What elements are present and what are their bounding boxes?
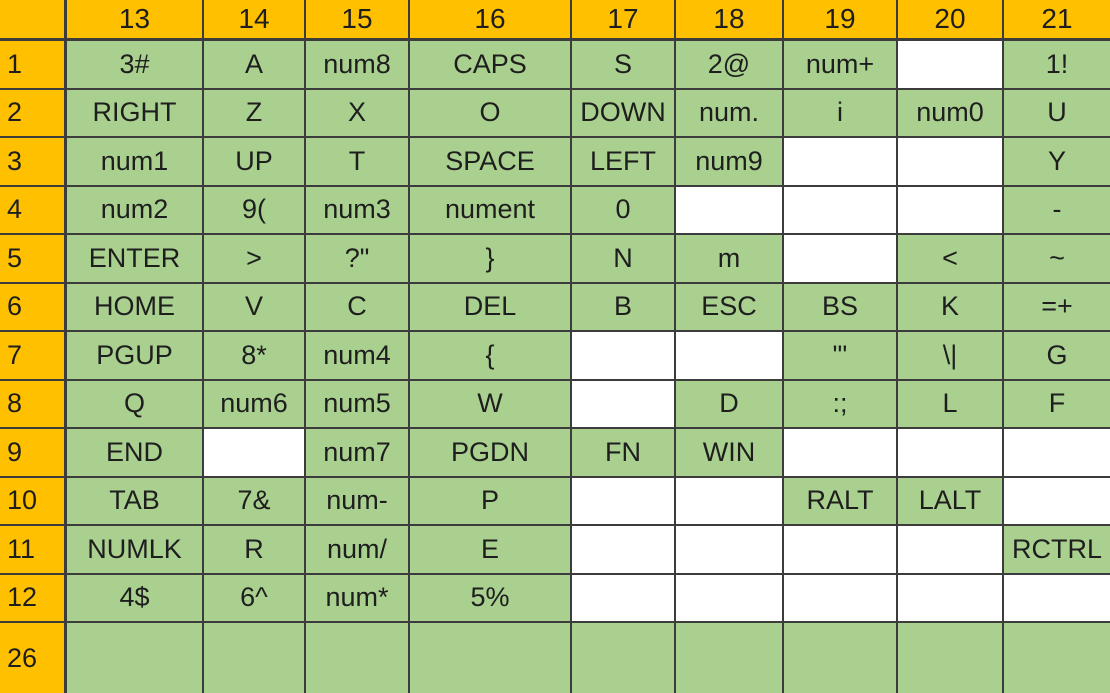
cell-r10-c14[interactable]: 7& bbox=[204, 478, 306, 527]
cell-r6-c16[interactable]: DEL bbox=[410, 284, 572, 333]
cell-r5-c13[interactable]: ENTER bbox=[67, 235, 204, 284]
cell-r10-c15[interactable]: num- bbox=[306, 478, 410, 527]
row-header-6[interactable]: 6 bbox=[0, 284, 67, 333]
cell-r12-c20[interactable] bbox=[898, 575, 1004, 624]
cell-r4-c19[interactable] bbox=[784, 187, 898, 236]
row-header-11[interactable]: 11 bbox=[0, 526, 67, 575]
cell-r10-c19[interactable]: RALT bbox=[784, 478, 898, 527]
cell-r5-c14[interactable]: > bbox=[204, 235, 306, 284]
cell-r5-c20[interactable]: < bbox=[898, 235, 1004, 284]
cell-r2-c19[interactable]: i bbox=[784, 90, 898, 139]
cell-r8-c21[interactable]: F bbox=[1004, 381, 1110, 430]
row-header-1[interactable]: 1 bbox=[0, 41, 67, 90]
col-header-13[interactable]: 13 bbox=[67, 0, 204, 41]
cell-r9-c14[interactable] bbox=[204, 429, 306, 478]
cell-r2-c15[interactable]: X bbox=[306, 90, 410, 139]
cell-r26-c15[interactable] bbox=[306, 623, 410, 693]
cell-r11-c18[interactable] bbox=[676, 526, 784, 575]
cell-r3-c13[interactable]: num1 bbox=[67, 138, 204, 187]
cell-r9-c18[interactable]: WIN bbox=[676, 429, 784, 478]
row-header-8[interactable]: 8 bbox=[0, 381, 67, 430]
cell-r9-c20[interactable] bbox=[898, 429, 1004, 478]
cell-r9-c17[interactable]: FN bbox=[572, 429, 676, 478]
cell-r11-c20[interactable] bbox=[898, 526, 1004, 575]
cell-r9-c21[interactable] bbox=[1004, 429, 1110, 478]
cell-r8-c15[interactable]: num5 bbox=[306, 381, 410, 430]
col-header-18[interactable]: 18 bbox=[676, 0, 784, 41]
cell-r26-c20[interactable] bbox=[898, 623, 1004, 693]
cell-r6-c14[interactable]: V bbox=[204, 284, 306, 333]
cell-r5-c18[interactable]: m bbox=[676, 235, 784, 284]
cell-r3-c15[interactable]: T bbox=[306, 138, 410, 187]
row-header-10[interactable]: 10 bbox=[0, 478, 67, 527]
cell-r7-c14[interactable]: 8* bbox=[204, 332, 306, 381]
row-header-3[interactable]: 3 bbox=[0, 138, 67, 187]
cell-r8-c17[interactable] bbox=[572, 381, 676, 430]
cell-r3-c17[interactable]: LEFT bbox=[572, 138, 676, 187]
cell-r2-c17[interactable]: DOWN bbox=[572, 90, 676, 139]
cell-r26-c18[interactable] bbox=[676, 623, 784, 693]
cell-r4-c18[interactable] bbox=[676, 187, 784, 236]
cell-r12-c15[interactable]: num* bbox=[306, 575, 410, 624]
cell-r1-c20[interactable] bbox=[898, 41, 1004, 90]
cell-r8-c18[interactable]: D bbox=[676, 381, 784, 430]
cell-r6-c13[interactable]: HOME bbox=[67, 284, 204, 333]
col-header-21[interactable]: 21 bbox=[1004, 0, 1110, 41]
cell-r6-c19[interactable]: BS bbox=[784, 284, 898, 333]
cell-r11-c16[interactable]: E bbox=[410, 526, 572, 575]
col-header-19[interactable]: 19 bbox=[784, 0, 898, 41]
cell-r3-c14[interactable]: UP bbox=[204, 138, 306, 187]
cell-r11-c15[interactable]: num/ bbox=[306, 526, 410, 575]
cell-r9-c15[interactable]: num7 bbox=[306, 429, 410, 478]
cell-r4-c14[interactable]: 9( bbox=[204, 187, 306, 236]
cell-r11-c14[interactable]: R bbox=[204, 526, 306, 575]
cell-r9-c16[interactable]: PGDN bbox=[410, 429, 572, 478]
cell-r7-c18[interactable] bbox=[676, 332, 784, 381]
cell-r5-c19[interactable] bbox=[784, 235, 898, 284]
cell-r26-c21[interactable] bbox=[1004, 623, 1110, 693]
cell-r7-c20[interactable]: \| bbox=[898, 332, 1004, 381]
cell-r6-c17[interactable]: B bbox=[572, 284, 676, 333]
cell-r8-c14[interactable]: num6 bbox=[204, 381, 306, 430]
cell-r11-c13[interactable]: NUMLK bbox=[67, 526, 204, 575]
cell-r3-c20[interactable] bbox=[898, 138, 1004, 187]
cell-r7-c17[interactable] bbox=[572, 332, 676, 381]
cell-r11-c19[interactable] bbox=[784, 526, 898, 575]
cell-r5-c16[interactable]: } bbox=[410, 235, 572, 284]
cell-r12-c18[interactable] bbox=[676, 575, 784, 624]
cell-r1-c19[interactable]: num+ bbox=[784, 41, 898, 90]
cell-r12-c16[interactable]: 5% bbox=[410, 575, 572, 624]
cell-r7-c13[interactable]: PGUP bbox=[67, 332, 204, 381]
cell-r10-c13[interactable]: TAB bbox=[67, 478, 204, 527]
cell-r7-c19[interactable]: "' bbox=[784, 332, 898, 381]
cell-r8-c19[interactable]: :; bbox=[784, 381, 898, 430]
cell-r12-c14[interactable]: 6^ bbox=[204, 575, 306, 624]
cell-r4-c20[interactable] bbox=[898, 187, 1004, 236]
cell-r1-c18[interactable]: 2@ bbox=[676, 41, 784, 90]
cell-r6-c18[interactable]: ESC bbox=[676, 284, 784, 333]
cell-r7-c16[interactable]: { bbox=[410, 332, 572, 381]
row-header-5[interactable]: 5 bbox=[0, 235, 67, 284]
cell-r1-c15[interactable]: num8 bbox=[306, 41, 410, 90]
cell-r3-c16[interactable]: SPACE bbox=[410, 138, 572, 187]
cell-r4-c15[interactable]: num3 bbox=[306, 187, 410, 236]
cell-r2-c21[interactable]: U bbox=[1004, 90, 1110, 139]
cell-r26-c19[interactable] bbox=[784, 623, 898, 693]
cell-r9-c13[interactable]: END bbox=[67, 429, 204, 478]
cell-r2-c13[interactable]: RIGHT bbox=[67, 90, 204, 139]
cell-r9-c19[interactable] bbox=[784, 429, 898, 478]
cell-r10-c20[interactable]: LALT bbox=[898, 478, 1004, 527]
cell-r10-c16[interactable]: P bbox=[410, 478, 572, 527]
cell-r2-c16[interactable]: O bbox=[410, 90, 572, 139]
row-header-26[interactable]: 26 bbox=[0, 623, 67, 693]
cell-r1-c17[interactable]: S bbox=[572, 41, 676, 90]
cell-r10-c21[interactable] bbox=[1004, 478, 1110, 527]
cell-r1-c14[interactable]: A bbox=[204, 41, 306, 90]
cell-r10-c17[interactable] bbox=[572, 478, 676, 527]
cell-r4-c21[interactable]: - bbox=[1004, 187, 1110, 236]
cell-r5-c15[interactable]: ?" bbox=[306, 235, 410, 284]
cell-r2-c20[interactable]: num0 bbox=[898, 90, 1004, 139]
cell-r1-c21[interactable]: 1! bbox=[1004, 41, 1110, 90]
col-header-15[interactable]: 15 bbox=[306, 0, 410, 41]
cell-r12-c19[interactable] bbox=[784, 575, 898, 624]
cell-r3-c18[interactable]: num9 bbox=[676, 138, 784, 187]
cell-r11-c17[interactable] bbox=[572, 526, 676, 575]
cell-r26-c14[interactable] bbox=[204, 623, 306, 693]
corner-cell[interactable] bbox=[0, 0, 67, 41]
cell-r12-c17[interactable] bbox=[572, 575, 676, 624]
cell-r12-c21[interactable] bbox=[1004, 575, 1110, 624]
cell-r7-c15[interactable]: num4 bbox=[306, 332, 410, 381]
cell-r1-c13[interactable]: 3# bbox=[67, 41, 204, 90]
row-header-9[interactable]: 9 bbox=[0, 429, 67, 478]
cell-r5-c17[interactable]: N bbox=[572, 235, 676, 284]
cell-r2-c18[interactable]: num. bbox=[676, 90, 784, 139]
row-header-4[interactable]: 4 bbox=[0, 187, 67, 236]
cell-r4-c13[interactable]: num2 bbox=[67, 187, 204, 236]
row-header-7[interactable]: 7 bbox=[0, 332, 67, 381]
row-header-2[interactable]: 2 bbox=[0, 90, 67, 139]
cell-r7-c21[interactable]: G bbox=[1004, 332, 1110, 381]
col-header-17[interactable]: 17 bbox=[572, 0, 676, 41]
cell-r1-c16[interactable]: CAPS bbox=[410, 41, 572, 90]
cell-r3-c21[interactable]: Y bbox=[1004, 138, 1110, 187]
cell-r6-c20[interactable]: K bbox=[898, 284, 1004, 333]
cell-r2-c14[interactable]: Z bbox=[204, 90, 306, 139]
col-header-20[interactable]: 20 bbox=[898, 0, 1004, 41]
cell-r26-c13[interactable] bbox=[67, 623, 204, 693]
cell-r4-c17[interactable]: 0 bbox=[572, 187, 676, 236]
cell-r6-c15[interactable]: C bbox=[306, 284, 410, 333]
cell-r11-c21[interactable]: RCTRL bbox=[1004, 526, 1110, 575]
cell-r26-c16[interactable] bbox=[410, 623, 572, 693]
cell-r8-c16[interactable]: W bbox=[410, 381, 572, 430]
cell-r6-c21[interactable]: =+ bbox=[1004, 284, 1110, 333]
cell-r3-c19[interactable] bbox=[784, 138, 898, 187]
col-header-16[interactable]: 16 bbox=[410, 0, 572, 41]
cell-r26-c17[interactable] bbox=[572, 623, 676, 693]
row-header-12[interactable]: 12 bbox=[0, 575, 67, 624]
cell-r5-c21[interactable]: ~ bbox=[1004, 235, 1110, 284]
cell-r8-c13[interactable]: Q bbox=[67, 381, 204, 430]
cell-r8-c20[interactable]: L bbox=[898, 381, 1004, 430]
col-header-14[interactable]: 14 bbox=[204, 0, 306, 41]
cell-r12-c13[interactable]: 4$ bbox=[67, 575, 204, 624]
cell-r4-c16[interactable]: nument bbox=[410, 187, 572, 236]
cell-r10-c18[interactable] bbox=[676, 478, 784, 527]
